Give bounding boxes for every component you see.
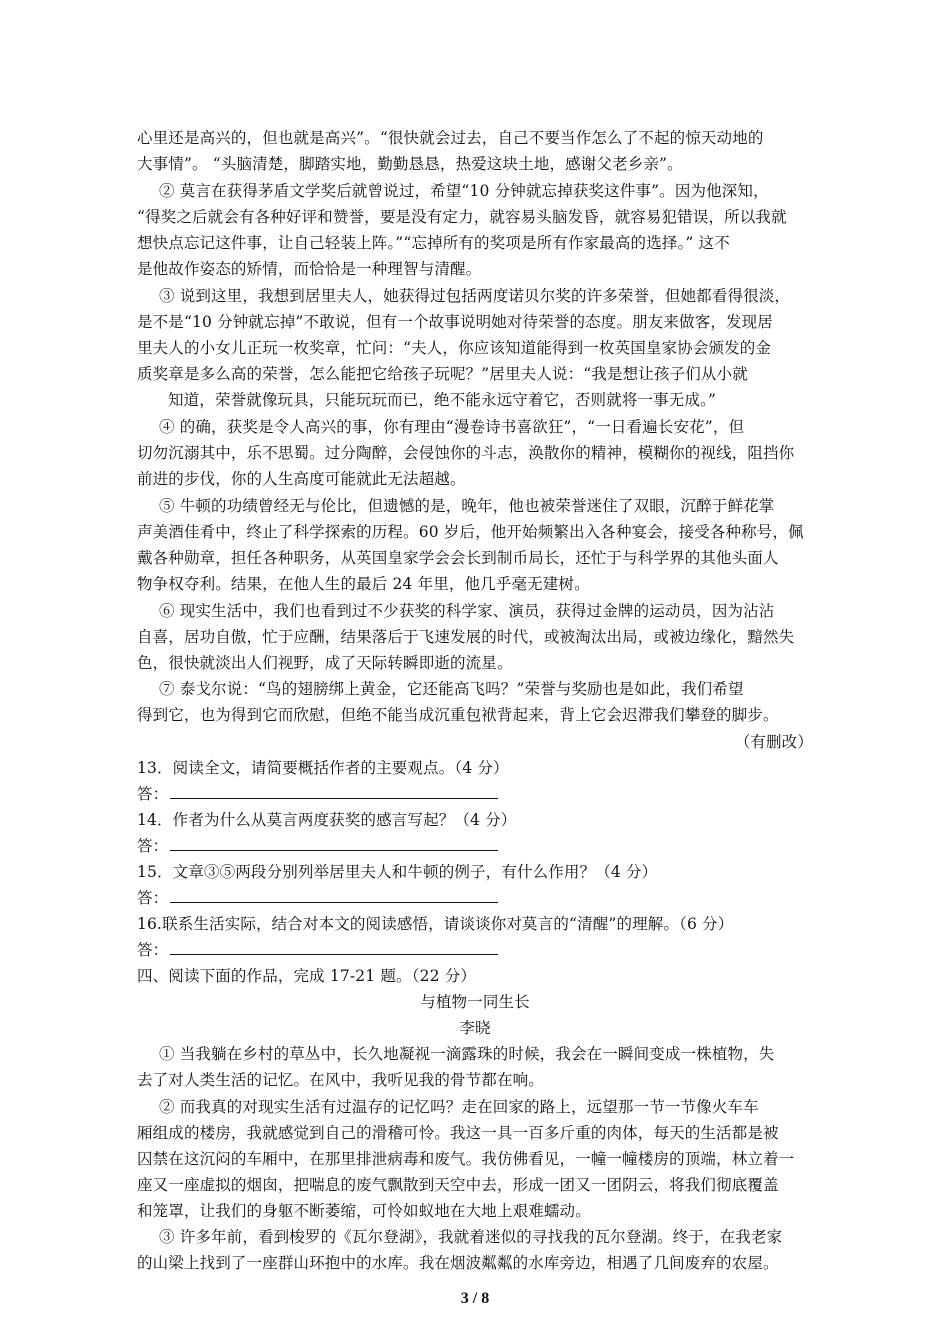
passage-line: 大事情”。 “头脑清楚，脚踏实地，勤勤恳恳，热爱这块土地，感谢父老乡亲”。 <box>137 155 683 173</box>
passage-line: 心里还是高兴的，但也就是高兴”。“很快就会过去，自己不要当作怎么了不起的惊天动地的 <box>137 129 764 147</box>
article-line: 去了对人类生活的记忆。在风中，我听见我的骨节都在响。 <box>137 1071 544 1089</box>
paragraph-7-start: ⑦ 泰戈尔说：“鸟的翅膀绑上黄金，它还能高飞吗？”荣誉与奖励也是如此，我们希望 <box>159 680 744 698</box>
answer-blank[interactable] <box>170 784 498 799</box>
passage-line: 质奖章是多么高的荣誉，怎么能把它给孩子玩呢？”居里夫人说：“我是想让孩子们从小就 <box>137 365 748 383</box>
passage-line: 切勿沉溺其中，乐不思蜀。过分陶醉，会侵蚀你的斗志，涣散你的精神，模糊你的视线，阻挡你 <box>137 444 795 462</box>
answer-label: 答： <box>137 889 169 907</box>
paragraph-5-start: ⑤ 牛顿的功绩曾经无与伦比，但遗憾的是，晚年，他也被荣誉迷住了双眼，沉醉于鲜花掌 <box>159 497 775 515</box>
passage-line: 物争权夺利。结果，在他人生的最后 24 年里，他几乎毫无建树。 <box>137 575 590 593</box>
passage-line: 自喜，居功自傲，忙于应酬，结果落后于飞速发展的时代，或被淘汰出局，或被边缘化，黯然失 <box>137 628 795 646</box>
article-title: 与植物一同生长 <box>420 993 530 1011</box>
paragraph-3-start: ③ 说到这里，我想到居里夫人，她获得过包括两度诺贝尔奖的许多荣誉，但她都看得很淡， <box>159 287 791 305</box>
article-line: 的山梁上找到了一座群山环抱中的水库。我在烟波粼粼的水库旁边，相遇了几间废弃的农屋。 <box>137 1254 779 1272</box>
answer-line-16[interactable] <box>137 937 498 963</box>
passage-line: 是他故作姿态的矫情，而恰恰是一种理智与清醒。 <box>137 260 482 278</box>
answer-blank[interactable] <box>170 940 498 955</box>
question-16: 16.联系生活实际，结合对本文的阅读感悟，请谈谈你对莫言的“清醒”的理解。（6 分） <box>137 915 734 933</box>
answer-line-13[interactable] <box>137 781 498 807</box>
question-13: 13．阅读全文，请简要概括作者的主要观点。（4 分） <box>137 759 509 777</box>
article-line: 座又一座虚拟的烟囱，把喘息的废气飘散到天空中去，形成一团又一团阴云，将我们彻底覆盖 <box>137 1176 779 1194</box>
passage-line: 想快点忘记这件事，让自己轻装上阵。”“忘掉所有的奖项是所有作家最高的选择。” 这不 <box>137 234 730 252</box>
question-15: 15．文章③⑤两段分别列举居里夫人和牛顿的例子，有什么作用？（4 分） <box>137 863 658 881</box>
passage-line: 得到它，也为得到它而欣慰，但绝不能当成沉重包袱背起来，背上它会迟滞我们攀登的脚步。 <box>137 706 779 724</box>
passage-line: 里夫人的小女儿正玩一枚奖章，忙问：“夫人，你应该知道能得到一枚英国皇家协会颁发的金 <box>137 339 772 357</box>
passage-line: 前进的步伐，你的人生高度可能就此无法超越。 <box>137 470 466 488</box>
paragraph-2-start: ② 莫言在获得茅盾文学奖后就曾说过，希望“10 分钟就忘掉获奖这件事”。因为他深知， <box>159 182 769 200</box>
question-14: 14．作者为什么从莫言两度获奖的感言写起？（4 分） <box>137 811 517 829</box>
answer-line-14[interactable] <box>137 833 498 859</box>
article-author: 李晓 <box>459 1019 491 1037</box>
edited-note: （有删改） <box>734 733 813 751</box>
paragraph-4-start: ④ 的确，获奖是令人高兴的事，你有理由“漫卷诗书喜欲狂”，“一日看遍长安花”，但 <box>159 418 745 436</box>
article-line: 和笼罩，让我们的身躯不断萎缩，可怜如蚁地在大地上艰难蠕动。 <box>137 1202 591 1220</box>
answer-label: 答： <box>137 837 169 855</box>
article-line: 厢组成的楼房，我就感觉到自己的滑稽可怜。我这一具一百多斤重的肉体，每天的生活都是被 <box>137 1124 779 1142</box>
paragraph-6-start: ⑥ 现实生活中，我们也看到过不少获奖的科学家、演员，获得过金牌的运动员，因为沾沾 <box>159 602 775 620</box>
article-paragraph-2-start: ② 而我真的对现实生活有过温存的记忆吗？走在回家的路上，远望那一节一节像火车车 <box>159 1098 759 1116</box>
answer-blank[interactable] <box>170 836 498 851</box>
page-number: 3 / 8 <box>460 1290 490 1307</box>
passage-line: “得奖之后就会有各种好评和赞誉，要是没有定力，就容易头脑发昏，就容易犯错误，所以我就 <box>137 208 787 226</box>
article-paragraph-1-start: ① 当我躺在乡村的草丛中，长久地凝视一滴露珠的时候，我会在一瞬间变成一株植物，失 <box>159 1045 775 1063</box>
passage-line: 戴各种勋章，担任各种职务，从英国皇家学会会长到制币局长，还忙于与科学界的其他头面人 <box>137 549 779 567</box>
article-line: 囚禁在这沉闷的车厢中，在那里排泄病毒和废气。我仿佛看见，一幢一幢楼房的顶端，林立着一 <box>137 1150 795 1168</box>
article-paragraph-3-start: ③ 许多年前，看到梭罗的《瓦尔登湖》，我就着迷似的寻找我的瓦尔登湖。终于，在我老家 <box>159 1228 783 1246</box>
answer-label: 答： <box>137 941 169 959</box>
answer-label: 答： <box>137 785 169 803</box>
passage-line: 是不是“10 分钟就忘掉”不敢说，但有一个故事说明她对待荣誉的态度。朋友来做客，发现居 <box>137 313 773 331</box>
answer-line-15[interactable] <box>137 885 498 911</box>
passage-line: 知道，荣誉就像玩具，只能玩玩而已，绝不能永远守着它，否则就将一事无成。” <box>168 391 717 409</box>
answer-blank[interactable] <box>170 888 498 903</box>
section-4-heading: 四、阅读下面的作品，完成 17-21 题。（22 分） <box>137 967 476 985</box>
passage-line: 色，很快就淡出人们视野，成了天际转瞬即逝的流星。 <box>137 654 513 672</box>
passage-line: 声美酒佳肴中，终止了科学探索的历程。60 岁后，他开始频繁出入各种宴会，接受各种称号，佩 <box>137 523 804 541</box>
